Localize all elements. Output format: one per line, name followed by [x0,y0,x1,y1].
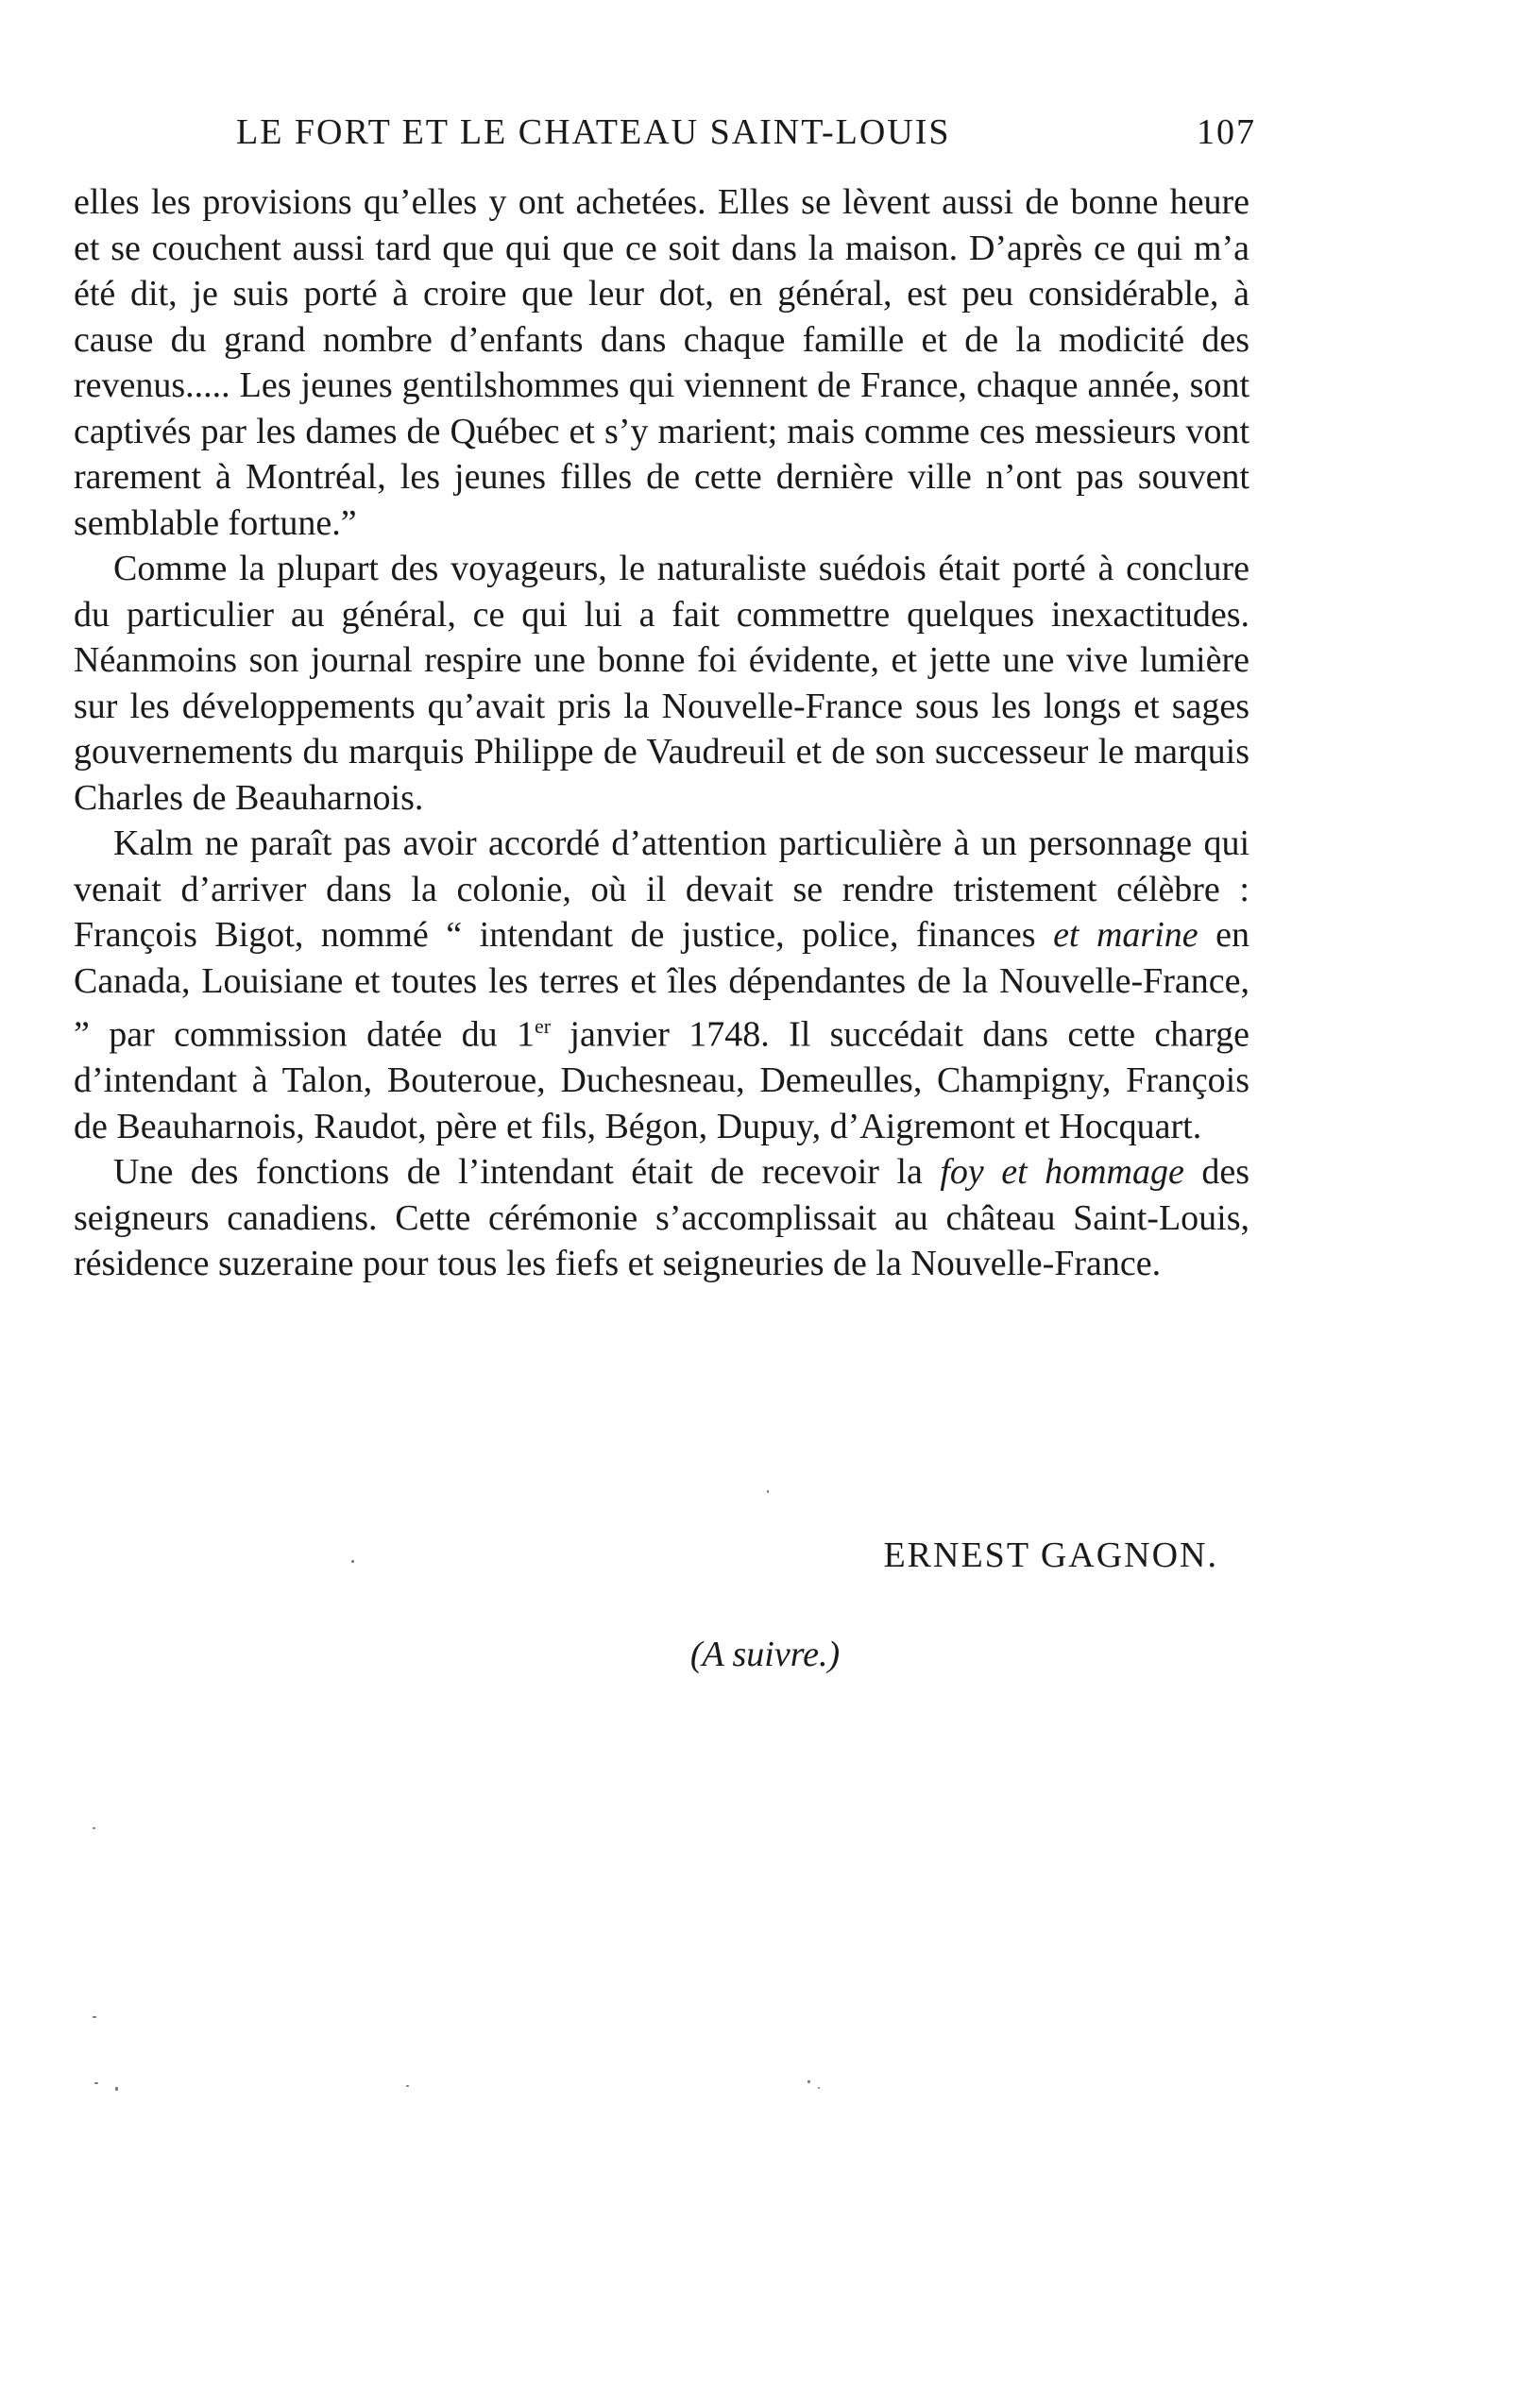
continuation-note: (A suivre.) [689,1635,841,1674]
scan-speck [406,2085,409,2087]
paragraph-2: Comme la plupart des voyageurs, le naturaliste suédois était porté à conclure du particulier au général, ce qui lui a fait commettre quelques inexactitudes. Néanmoins son journal respire une bonne foi évidente, et jette une vive lumière sur les développements qu’avait pris la Nouvelle-France sous les longs et sages gouvernements du marquis Philippe de Vaudreuil et de son successeur le marquis Charles de Beauharnois. [74,549,1250,818]
paragraph-3-italic: et marine [1053,915,1198,955]
scan-speck [94,2082,98,2084]
author-signature: ERNEST GAGNON. [883,1535,1218,1575]
scan-speck [808,2080,810,2083]
scan-speck [93,1827,95,1829]
scan-speck [818,2087,820,2089]
paragraph-3 [74,821,1250,1149]
paragraph-3-text-b: en Canada, Louisiane et toutes les terres et îles dépendantes de la Nouvelle-France, ” par commission datée du 1 [74,915,1250,1055]
running-title: LE FORT ET LE CHATEAU SAINT-LOUIS [236,112,951,152]
scan-speck [115,2087,118,2091]
paragraph-4 [74,1149,1250,1287]
scan-speck [767,1490,769,1493]
scan-speck [351,1560,354,1563]
paragraph-4-text-b: des seigneurs canadiens. Cette cérémonie s’accomplissait au château Saint-Louis, résidence suzeraine pour tous les fiefs et seigneuries de la Nouvelle-France. [74,1152,1250,1284]
page-header [236,111,1256,168]
paragraph-3-superscript: er [534,1014,552,1038]
paragraph-4-italic: foy et hommage [940,1152,1184,1193]
scan-speck [93,2016,96,2018]
body-text [74,179,1250,1287]
paragraph-4-text-a: Une des fonctions de l’intendant était de recevoir la [113,1152,941,1193]
paragraph-3-text-a: Kalm ne paraît pas avoir accordé d’attention particulière à un personnage qui venait d’arriver dans la colonie, où il devait se rendre tristement célèbre : François Bigot, nommé “ intendant de justice, police, finances [74,823,1250,955]
paragraph-1: elles les provisions qu’elles y ont achetées. Elles se lèvent aussi de bonne heure et se couchent aussi tard que qui que ce soit dans la maison. D’après ce qui m’a été dit, je suis porté à croire que leur dot, en général, est peu considérable, à cause du grand nombre d’enfants dans chaque famille et de la modicité des revenus..... Les jeunes gentilshommes qui viennent de France, chaque année, sont captivés par les dames de Québec et s’y marient; mais comme ces messieurs vont rarement à Montréal, les jeunes filles de cette dernière ville n’ont pas souvent semblable fortune.” [74,182,1250,543]
paragraph-3-text-c: janvier 1748. Il succédait dans cette charge d’intendant à Talon, Bouteroue, Duchesneau, Demeulles, Champigny, François de Beauharnois, Raudot, père et fils, Bégon, Dupuy, d’Aigremont et Hocquart. [74,1014,1250,1146]
page-number: 107 [1197,112,1256,152]
